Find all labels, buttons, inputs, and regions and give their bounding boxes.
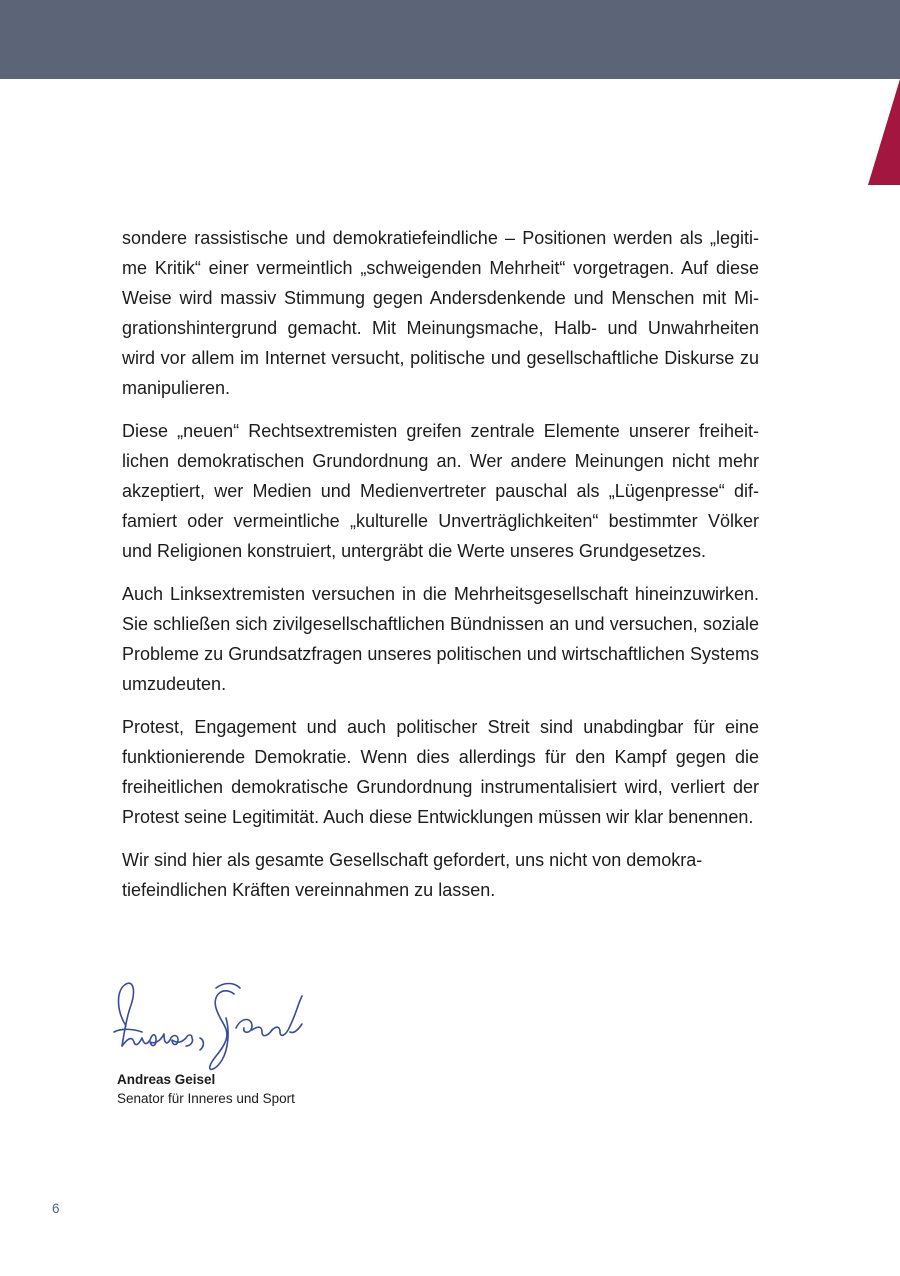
paragraph-2: Diese „neuen“ Rechtsextremisten greifen zentrale Elemente unserer freiheitlichen demokratischen Grundordnung an. Wer andere Meinungen nicht mehr akzeptiert, wer Medien und Medienvertreter pauschal als „Lügenpresse“ diffamiert oder vermeintliche „kulturelle Unverträglichkeiten“ bestimmter Völker und Religionen konstruiert, untergräbt die Werte unseres Grundgesetzes. [122,421,759,561]
handwritten-signature [112,976,307,1072]
body-text [122,223,759,918]
corner-triangle-decoration [868,79,900,185]
paragraph-3: Auch Linksextremisten versuchen in die Mehrheitsgesellschaft hineinzuwirken. Sie schließen sich zivilgesellschaftlichen Bündnissen an und versuchen, soziale Probleme zu Grundsatzfragen unseres politischen und wirtschaftlichen Systems umzudeuten. [122,584,759,694]
signer-block [117,1070,295,1108]
page-number: 6 [52,1201,60,1216]
paragraph-4: Protest, Engagement und auch politischer Streit sind unabdingbar für eine funktionierende Demokratie. Wenn dies allerdings für den Kampf gegen die freiheitlichen demokratische Grundordnung instrumentalisiert wird, verliert der Protest seine Legitimität. Auch diese Entwicklungen müssen wir klar benennen. [122,717,759,827]
signer-name: Andreas Geisel [117,1072,216,1087]
corner-triangle [868,79,900,185]
header-bar [0,0,900,79]
paragraph-5: Wir sind hier als gesamte Gesellschaft gefordert, uns nicht von demokratiefeindlichen Kräften vereinnahmen zu lassen. [122,850,703,900]
signer-title: Senator für Inneres und Sport [117,1091,295,1106]
paragraph-1: sondere rassistische und demokratiefeindliche – Positionen werden als „legitime Kritik“ einer vermeintlich „schweigenden Mehrheit“ vorgetragen. Auf diese Weise wird massiv Stimmung gegen Andersdenkende und Menschen mit Migrationshintergrund gemacht. Mit Meinungsmache, Halb- und Unwahrheiten wird vor allem im Internet versucht, politische und gesellschaftliche Diskurse zu manipulieren. [122,228,759,398]
